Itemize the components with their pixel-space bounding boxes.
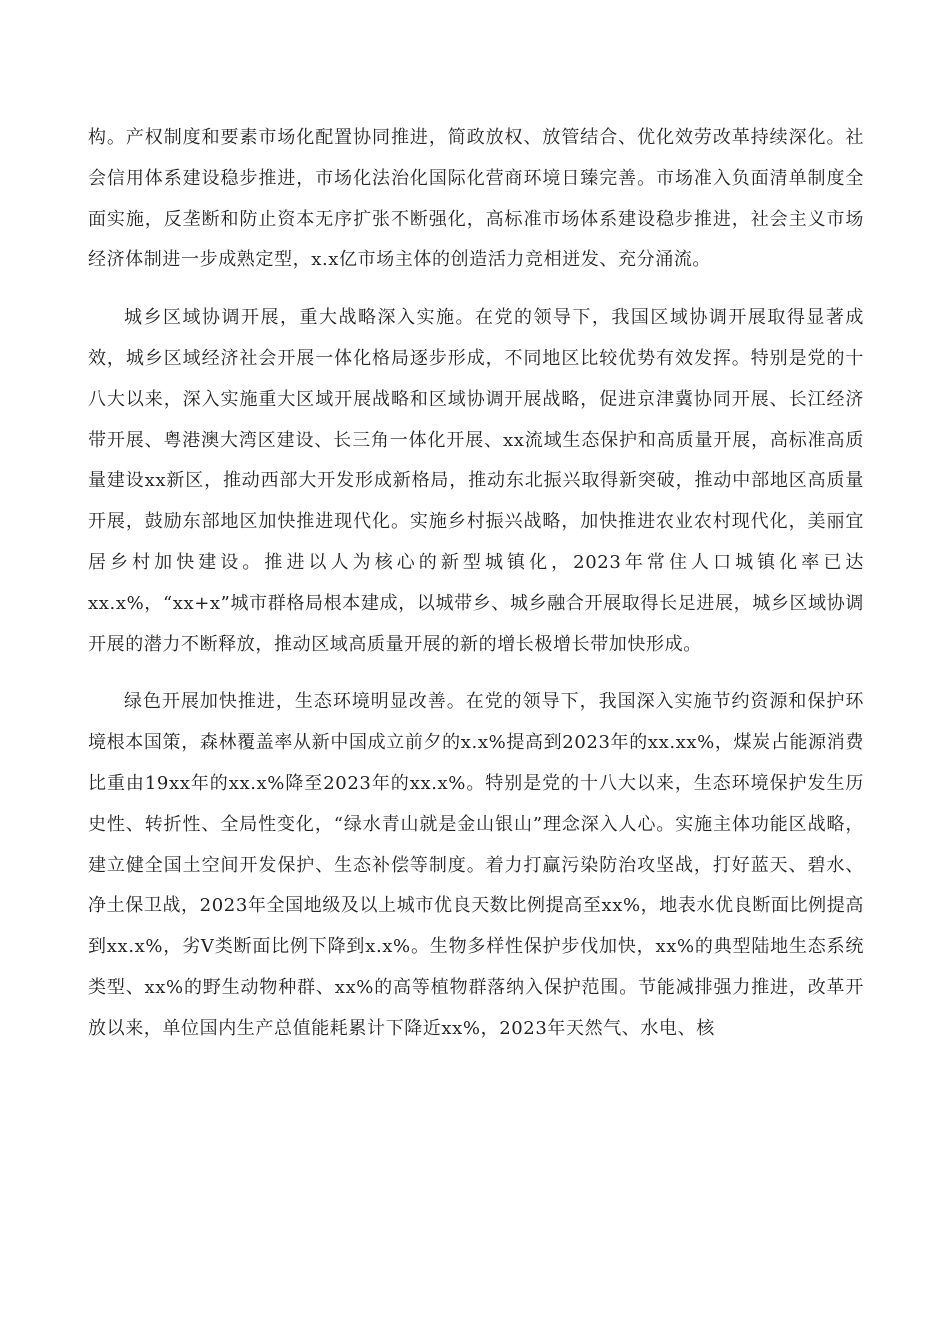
- paragraph-green-development: 绿色开展加快推进，生态环境明显改善。在党的领导下，我国深入实施节约资源和保护环境根本国策，森林覆盖率从新中国成立前夕的x.x%提高到2023年的xx.xx%，煤炭占能源消费比重由19xx年的xx.x%降至2023年的xx.x%。特别是党的十八大以来，生态环境保护发生历史性、转折性、全局性变化，“绿水青山就是金山银山”理念深入人心。实施主体功能区战略，建立健全国土空间开发保护、生态补偿等制度。着力打赢污染防治攻坚战，打好蓝天、碧水、净土保卫战，2023年全国地级及以上城市优良天数比例提高至xx%，地表水优良断面比例提高到xx.x%，劣Ⅴ类断面比例下降到x.x%。生物多样性保护步伐加快，xx%的典型陆地生态系统类型、xx%的野生动物种群、xx%的高等植物群落纳入保护范围。节能减排强力推进，改革开放以来，单位国内生产总值能耗累计下降近xx%，2023年天然气、水电、核: [88, 691, 864, 1039]
- document-body: [88, 118, 864, 1067]
- paragraph-market-economy: 构。产权制度和要素市场化配置协同推进，简政放权、放管结合、优化效劳改革持续深化。社会信用体系建设稳步推进，市场化法治化国际化营商环境日臻完善。市场准入负面清单制度全面实施，反垄断和防止资本无序扩张不断强化，高标准市场体系建设稳步推进，社会主义市场经济体制进一步成熟定型，x.x亿市场主体的创造活力竞相迸发、充分涌流。: [88, 127, 864, 271]
- paragraph-regional-development: 城乡区域协调开展，重大战略深入实施。在党的领导下，我国区域协调开展取得显著成效，城乡区域经济社会开展一体化格局逐步形成，不同地区比较优势有效发挥。特别是党的十八大以来，深入实施重大区域开展战略和区域协调开展战略，促进京津冀协同开展、长江经济带开展、粤港澳大湾区建设、长三角一体化开展、xx流域生态保护和高质量开展，高标准高质量建设xx新区，推动西部大开发形成新格局，推动东北振兴取得新突破，推动中部地区高质量开展，鼓励东部地区加快推进现代化。实施乡村振兴战略，加快推进农业农村现代化，美丽宜居乡村加快建设。推进以人为核心的新型城镇化，2023年常住人口城镇化率已达xx.x%，“xx+x”城市群格局根本建成，以城带乡、城乡融合开展取得长足进展，城乡区域协调开展的潜力不断释放，推动区域高质量开展的新的增长极增长带加快形成。: [88, 307, 864, 655]
